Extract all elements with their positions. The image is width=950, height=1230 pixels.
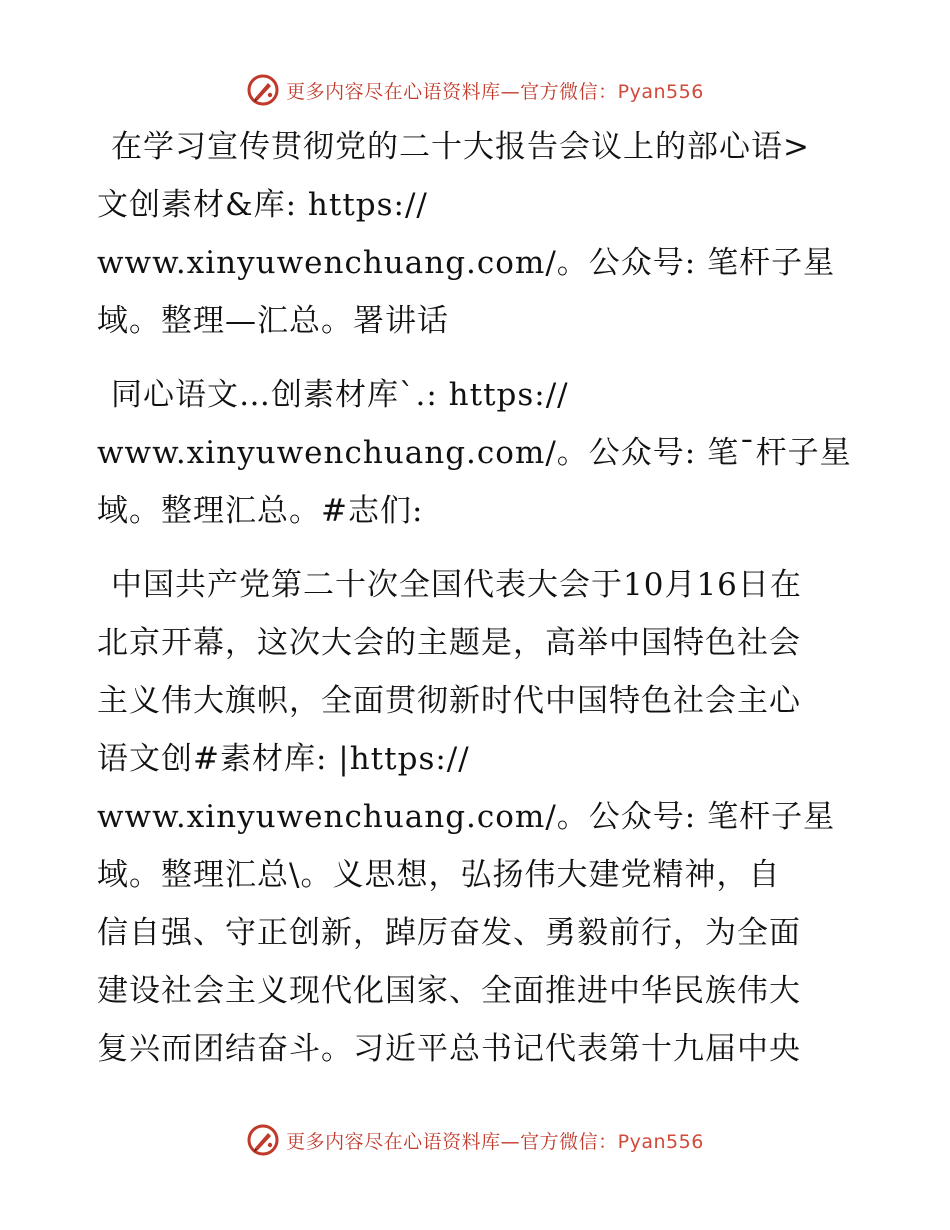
document-body: [97, 118, 857, 1078]
banner-label: 更多内容尽在心语资料库—官方微信：: [286, 1130, 618, 1153]
banner-text: [286, 77, 704, 104]
text-line: 域。整理—汇总。署讲话: [97, 303, 449, 339]
text-line: 域。整理汇总\。义思想，弘扬伟大建党精神，自: [97, 857, 781, 893]
text-line: 建设社会主义现代化国家、全面推进中华民族伟大: [97, 973, 801, 1009]
paragraph-1-cont: [97, 176, 857, 350]
banner-text: [286, 1127, 704, 1154]
banner-wechat-id: Pyan556: [617, 80, 704, 103]
pen-logo-icon: [246, 1123, 280, 1157]
text-line: www.xinyuwenchuang.com/。公众号: 笔¯杆子星: [97, 435, 852, 471]
paragraph-2: [97, 366, 857, 424]
text-line: 北京开幕，这次大会的主题是，高举中国特色社会: [97, 625, 801, 661]
text-line: www.xinyuwenchuang.com/。公众号: 笔杆子星: [97, 245, 836, 281]
pen-logo-icon: [246, 73, 280, 107]
paragraph-2-cont: [97, 424, 857, 540]
text-line: 复兴而团结奋斗。习近平总书记代表第十九届中央: [97, 1031, 801, 1067]
text-line: 同心语文…创素材库`.: https://: [111, 377, 569, 413]
paragraph-1: [97, 118, 857, 176]
paragraph-3: [97, 556, 857, 614]
header-banner: [0, 68, 950, 112]
banner-label: 更多内容尽在心语资料库—官方微信：: [286, 80, 618, 103]
text-line: 文创素材&库: https://: [97, 187, 428, 223]
text-line: 域。整理汇总。#志们:: [97, 493, 424, 529]
text-line: 语文创#素材库: |https://: [97, 741, 470, 777]
footer-banner: [0, 1118, 950, 1162]
banner-wechat-id: Pyan556: [617, 1130, 704, 1153]
paragraph-3-cont: [97, 614, 857, 1078]
text-line: 在学习宣传贯彻党的二十大报告会议上的部心语>: [111, 129, 810, 165]
text-line: 主义伟大旗帜，全面贯彻新时代中国特色社会主心: [97, 683, 801, 719]
text-line: www.xinyuwenchuang.com/。公众号: 笔杆子星: [97, 799, 836, 835]
text-line: 信自强、守正创新，踔厉奋发、勇毅前行，为全面: [97, 915, 801, 951]
text-line: 中国共产党第二十次全国代表大会于10月16日在: [111, 567, 802, 603]
